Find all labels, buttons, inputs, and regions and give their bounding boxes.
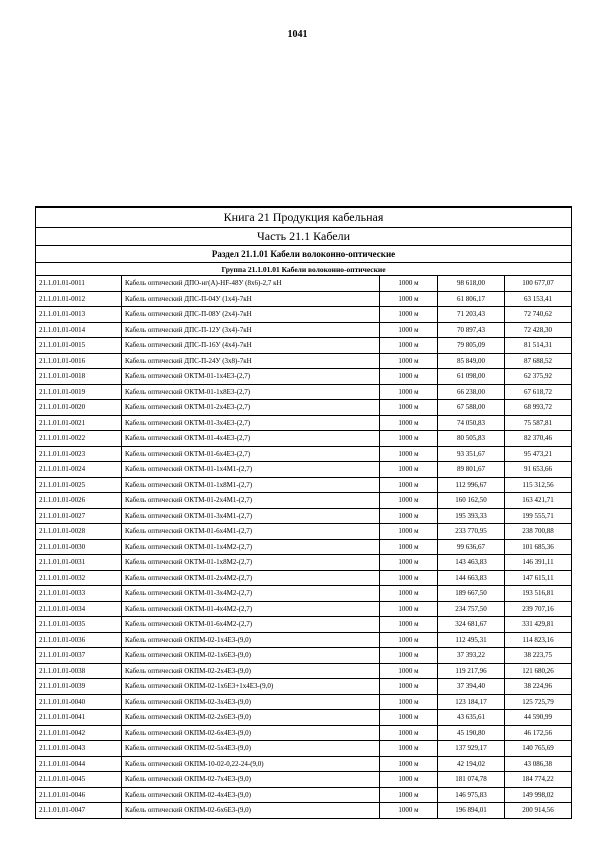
table-row (36, 617, 572, 633)
item-unit: 1000 м (380, 663, 438, 679)
item-code: 21.1.01.01-0043 (36, 741, 122, 757)
item-unit: 1000 м (380, 291, 438, 307)
item-price-2: 91 653,66 (505, 462, 572, 478)
table-row (36, 307, 572, 323)
table-row (36, 756, 572, 772)
item-unit: 1000 м (380, 369, 438, 385)
table-row (36, 710, 572, 726)
item-price-1: 196 894,01 (438, 803, 505, 819)
item-name: Кабель оптический ОКТМ-01-1х4М1-(2,7) (122, 462, 380, 478)
table-row (36, 508, 572, 524)
table-row (36, 663, 572, 679)
item-name: Кабель оптический ОКТМ-01-2х4Е3-(2,7) (122, 400, 380, 416)
item-code: 21.1.01.01-0011 (36, 276, 122, 292)
item-unit: 1000 м (380, 710, 438, 726)
item-price-1: 89 801,67 (438, 462, 505, 478)
section-header-row (36, 246, 572, 263)
item-price-1: 137 929,17 (438, 741, 505, 757)
item-unit: 1000 м (380, 539, 438, 555)
item-price-1: 80 505,83 (438, 431, 505, 447)
group-title: Группа 21.1.01.01 Кабели волоконно-оптические (36, 263, 572, 276)
item-name: Кабель оптический ОКТМ-01-1х4М2-(2,7) (122, 539, 380, 555)
item-code: 21.1.01.01-0042 (36, 725, 122, 741)
item-name: Кабель оптический ДПО-нг(А)-HF-48У (8х6)-2,7 кН (122, 276, 380, 292)
item-price-2: 38 224,96 (505, 679, 572, 695)
item-code: 21.1.01.01-0028 (36, 524, 122, 540)
item-price-2: 72 428,30 (505, 322, 572, 338)
item-price-2: 115 312,56 (505, 477, 572, 493)
item-price-2: 114 823,16 (505, 632, 572, 648)
item-name: Кабель оптический ОКТМ-01-4х4М2-(2,7) (122, 601, 380, 617)
item-price-1: 112 996,67 (438, 477, 505, 493)
table-row (36, 400, 572, 416)
item-name: Кабель оптический ОКПМ-02-2х4Е3-(9,0) (122, 663, 380, 679)
item-name: Кабель оптический ОКТМ-01-6х4М1-(2,7) (122, 524, 380, 540)
table-row (36, 787, 572, 803)
item-price-1: 85 849,00 (438, 353, 505, 369)
table-row (36, 648, 572, 664)
item-price-2: 193 516,81 (505, 586, 572, 602)
item-price-2: 87 688,52 (505, 353, 572, 369)
item-price-2: 239 707,16 (505, 601, 572, 617)
item-name: Кабель оптический ОКПМ-02-7х4Е3-(9,0) (122, 772, 380, 788)
item-name: Кабель оптический ОКТМ-01-1х8М2-(2,7) (122, 555, 380, 571)
item-price-1: 233 770,95 (438, 524, 505, 540)
item-code: 21.1.01.01-0023 (36, 446, 122, 462)
item-code: 21.1.01.01-0022 (36, 431, 122, 447)
item-code: 21.1.01.01-0039 (36, 679, 122, 695)
item-unit: 1000 м (380, 353, 438, 369)
item-code: 21.1.01.01-0041 (36, 710, 122, 726)
item-price-1: 160 162,50 (438, 493, 505, 509)
table-row (36, 431, 572, 447)
item-code: 21.1.01.01-0015 (36, 338, 122, 354)
item-code: 21.1.01.01-0038 (36, 663, 122, 679)
table-row (36, 291, 572, 307)
item-name: Кабель оптический ДПС-П-12У (3х4)-7кН (122, 322, 380, 338)
table-row (36, 632, 572, 648)
item-code: 21.1.01.01-0024 (36, 462, 122, 478)
item-code: 21.1.01.01-0044 (36, 756, 122, 772)
item-code: 21.1.01.01-0037 (36, 648, 122, 664)
item-code: 21.1.01.01-0027 (36, 508, 122, 524)
item-code: 21.1.01.01-0033 (36, 586, 122, 602)
table-row (36, 524, 572, 540)
item-price-2: 81 514,31 (505, 338, 572, 354)
item-unit: 1000 м (380, 493, 438, 509)
item-code: 21.1.01.01-0018 (36, 369, 122, 385)
item-unit: 1000 м (380, 679, 438, 695)
item-price-2: 331 429,81 (505, 617, 572, 633)
table-row (36, 493, 572, 509)
item-unit: 1000 м (380, 555, 438, 571)
item-code: 21.1.01.01-0034 (36, 601, 122, 617)
item-price-2: 101 685,36 (505, 539, 572, 555)
item-unit: 1000 м (380, 694, 438, 710)
table-row (36, 570, 572, 586)
table-row (36, 353, 572, 369)
item-name: Кабель оптический ОКТМ-01-1х8М1-(2,7) (122, 477, 380, 493)
item-price-1: 181 074,78 (438, 772, 505, 788)
item-price-2: 62 375,92 (505, 369, 572, 385)
item-name: Кабель оптический ОКПМ-02-6х4Е3-(9,0) (122, 725, 380, 741)
item-price-2: 38 223,75 (505, 648, 572, 664)
item-code: 21.1.01.01-0032 (36, 570, 122, 586)
item-unit: 1000 м (380, 741, 438, 757)
item-unit: 1000 м (380, 787, 438, 803)
table-row (36, 338, 572, 354)
item-price-2: 67 618,72 (505, 384, 572, 400)
item-name: Кабель оптический ОКТМ-01-6х4Е3-(2,7) (122, 446, 380, 462)
item-name: Кабель оптический ОКТМ-01-1х4Е3-(2,7) (122, 369, 380, 385)
item-price-2: 68 993,72 (505, 400, 572, 416)
item-name: Кабель оптический ДПС-П-16У (4х4)-7кН (122, 338, 380, 354)
item-code: 21.1.01.01-0046 (36, 787, 122, 803)
item-name: Кабель оптический ОКПМ-02-3х4Е3-(9,0) (122, 694, 380, 710)
table-row (36, 276, 572, 292)
item-price-2: 149 998,02 (505, 787, 572, 803)
item-price-2: 184 774,22 (505, 772, 572, 788)
item-price-2: 121 680,26 (505, 663, 572, 679)
item-code: 21.1.01.01-0045 (36, 772, 122, 788)
item-code: 21.1.01.01-0013 (36, 307, 122, 323)
item-code: 21.1.01.01-0047 (36, 803, 122, 819)
table-row (36, 772, 572, 788)
item-unit: 1000 м (380, 772, 438, 788)
item-price-2: 72 740,62 (505, 307, 572, 323)
item-unit: 1000 м (380, 756, 438, 772)
item-name: Кабель оптический ОКПМ-02-1х6Е3+1х4Е3-(9,0) (122, 679, 380, 695)
item-name: Кабель оптический ОКТМ-01-4х4Е3-(2,7) (122, 431, 380, 447)
item-code: 21.1.01.01-0016 (36, 353, 122, 369)
item-price-1: 70 897,43 (438, 322, 505, 338)
item-price-2: 44 590,99 (505, 710, 572, 726)
item-price-2: 125 725,79 (505, 694, 572, 710)
section-title: Раздел 21.1.01 Кабели волоконно-оптические (36, 246, 572, 263)
item-price-2: 43 086,38 (505, 756, 572, 772)
price-table-body (36, 207, 572, 818)
item-code: 21.1.01.01-0035 (36, 617, 122, 633)
table-row (36, 586, 572, 602)
item-unit: 1000 м (380, 725, 438, 741)
item-price-1: 74 050,83 (438, 415, 505, 431)
table-row (36, 694, 572, 710)
table-row (36, 369, 572, 385)
table-row (36, 446, 572, 462)
item-unit: 1000 м (380, 508, 438, 524)
item-price-1: 144 663,83 (438, 570, 505, 586)
table-row (36, 477, 572, 493)
item-unit: 1000 м (380, 446, 438, 462)
item-price-2: 147 615,11 (505, 570, 572, 586)
item-price-1: 45 190,80 (438, 725, 505, 741)
item-price-1: 99 636,67 (438, 539, 505, 555)
item-name: Кабель оптический ОКПМ-02-4х4Е3-(9,0) (122, 787, 380, 803)
group-header-row (36, 263, 572, 276)
item-price-1: 42 194,02 (438, 756, 505, 772)
item-price-1: 43 635,61 (438, 710, 505, 726)
item-name: Кабель оптический ОКПМ-02-2х6Е3-(9,0) (122, 710, 380, 726)
item-name: Кабель оптический ОКТМ-01-3х4М1-(2,7) (122, 508, 380, 524)
table-row (36, 539, 572, 555)
item-price-2: 46 172,56 (505, 725, 572, 741)
item-unit: 1000 м (380, 322, 438, 338)
item-price-1: 98 618,00 (438, 276, 505, 292)
item-name: Кабель оптический ОКТМ-01-3х4Е3-(2,7) (122, 415, 380, 431)
item-unit: 1000 м (380, 601, 438, 617)
item-unit: 1000 м (380, 307, 438, 323)
item-name: Кабель оптический ОКТМ-01-6х4М2-(2,7) (122, 617, 380, 633)
page-number: 1041 (287, 29, 308, 40)
item-name: Кабель оптический ДПС-П-24У (3х8)-7кН (122, 353, 380, 369)
item-unit: 1000 м (380, 524, 438, 540)
item-price-1: 93 351,67 (438, 446, 505, 462)
item-unit: 1000 м (380, 648, 438, 664)
table-row (36, 415, 572, 431)
item-code: 21.1.01.01-0020 (36, 400, 122, 416)
item-price-2: 200 914,56 (505, 803, 572, 819)
item-price-1: 234 757,50 (438, 601, 505, 617)
item-name: Кабель оптический ОКТМ-01-2х4М1-(2,7) (122, 493, 380, 509)
item-unit: 1000 м (380, 617, 438, 633)
item-price-1: 61 098,00 (438, 369, 505, 385)
table-row (36, 803, 572, 819)
item-price-1: 189 667,50 (438, 586, 505, 602)
item-unit: 1000 м (380, 400, 438, 416)
part-title: Часть 21.1 Кабели (36, 228, 572, 246)
item-price-1: 123 184,17 (438, 694, 505, 710)
item-price-2: 163 421,71 (505, 493, 572, 509)
item-name: Кабель оптический ОКПМ-10-02-0,22-24-(9,0) (122, 756, 380, 772)
item-unit: 1000 м (380, 338, 438, 354)
item-unit: 1000 м (380, 570, 438, 586)
item-price-1: 67 588,00 (438, 400, 505, 416)
table-row (36, 322, 572, 338)
item-price-2: 95 473,21 (505, 446, 572, 462)
item-price-2: 146 391,11 (505, 555, 572, 571)
item-code: 21.1.01.01-0012 (36, 291, 122, 307)
item-price-2: 199 555,71 (505, 508, 572, 524)
item-name: Кабель оптический ОКПМ-02-6х6Е3-(9,0) (122, 803, 380, 819)
item-price-1: 143 463,83 (438, 555, 505, 571)
item-code: 21.1.01.01-0014 (36, 322, 122, 338)
table-row (36, 555, 572, 571)
item-code: 21.1.01.01-0025 (36, 477, 122, 493)
item-name: Кабель оптический ОКТМ-01-3х4М2-(2,7) (122, 586, 380, 602)
item-unit: 1000 м (380, 586, 438, 602)
book-header-row (36, 207, 572, 228)
item-code: 21.1.01.01-0030 (36, 539, 122, 555)
item-price-1: 37 393,22 (438, 648, 505, 664)
item-price-2: 100 677,07 (505, 276, 572, 292)
item-price-1: 66 238,00 (438, 384, 505, 400)
table-row (36, 741, 572, 757)
item-price-1: 71 203,43 (438, 307, 505, 323)
item-price-1: 119 217,96 (438, 663, 505, 679)
table-row (36, 384, 572, 400)
item-price-2: 82 370,46 (505, 431, 572, 447)
item-unit: 1000 м (380, 431, 438, 447)
item-code: 21.1.01.01-0019 (36, 384, 122, 400)
price-table (35, 206, 572, 819)
item-name: Кабель оптический ОКТМ-01-1х8Е3-(2,7) (122, 384, 380, 400)
item-price-1: 146 975,83 (438, 787, 505, 803)
table-row (36, 462, 572, 478)
item-price-1: 324 681,67 (438, 617, 505, 633)
part-header-row (36, 228, 572, 246)
item-unit: 1000 м (380, 384, 438, 400)
item-code: 21.1.01.01-0021 (36, 415, 122, 431)
item-unit: 1000 м (380, 276, 438, 292)
item-price-1: 37 394,40 (438, 679, 505, 695)
item-unit: 1000 м (380, 803, 438, 819)
item-code: 21.1.01.01-0031 (36, 555, 122, 571)
item-name: Кабель оптический ДПС-П-08У (2х4)-7кН (122, 307, 380, 323)
item-price-1: 195 393,33 (438, 508, 505, 524)
item-code: 21.1.01.01-0026 (36, 493, 122, 509)
item-name: Кабель оптический ДПС-П-04У (1х4)-7кН (122, 291, 380, 307)
item-name: Кабель оптический ОКПМ-02-1х6Е3-(9,0) (122, 648, 380, 664)
item-price-1: 112 495,31 (438, 632, 505, 648)
item-price-2: 238 700,88 (505, 524, 572, 540)
item-price-2: 63 153,41 (505, 291, 572, 307)
table-row (36, 679, 572, 695)
item-unit: 1000 м (380, 477, 438, 493)
item-price-2: 75 587,81 (505, 415, 572, 431)
item-name: Кабель оптический ОКПМ-02-5х4Е3-(9,0) (122, 741, 380, 757)
book-title: Книга 21 Продукция кабельная (36, 207, 572, 228)
item-unit: 1000 м (380, 415, 438, 431)
item-name: Кабель оптический ОКПМ-02-1х4Е3-(9,0) (122, 632, 380, 648)
item-code: 21.1.01.01-0040 (36, 694, 122, 710)
item-unit: 1000 м (380, 462, 438, 478)
item-price-1: 61 806,17 (438, 291, 505, 307)
item-price-1: 79 805,09 (438, 338, 505, 354)
table-row (36, 725, 572, 741)
table-row (36, 601, 572, 617)
item-price-2: 140 765,69 (505, 741, 572, 757)
item-unit: 1000 м (380, 632, 438, 648)
item-code: 21.1.01.01-0036 (36, 632, 122, 648)
item-name: Кабель оптический ОКТМ-01-2х4М2-(2,7) (122, 570, 380, 586)
